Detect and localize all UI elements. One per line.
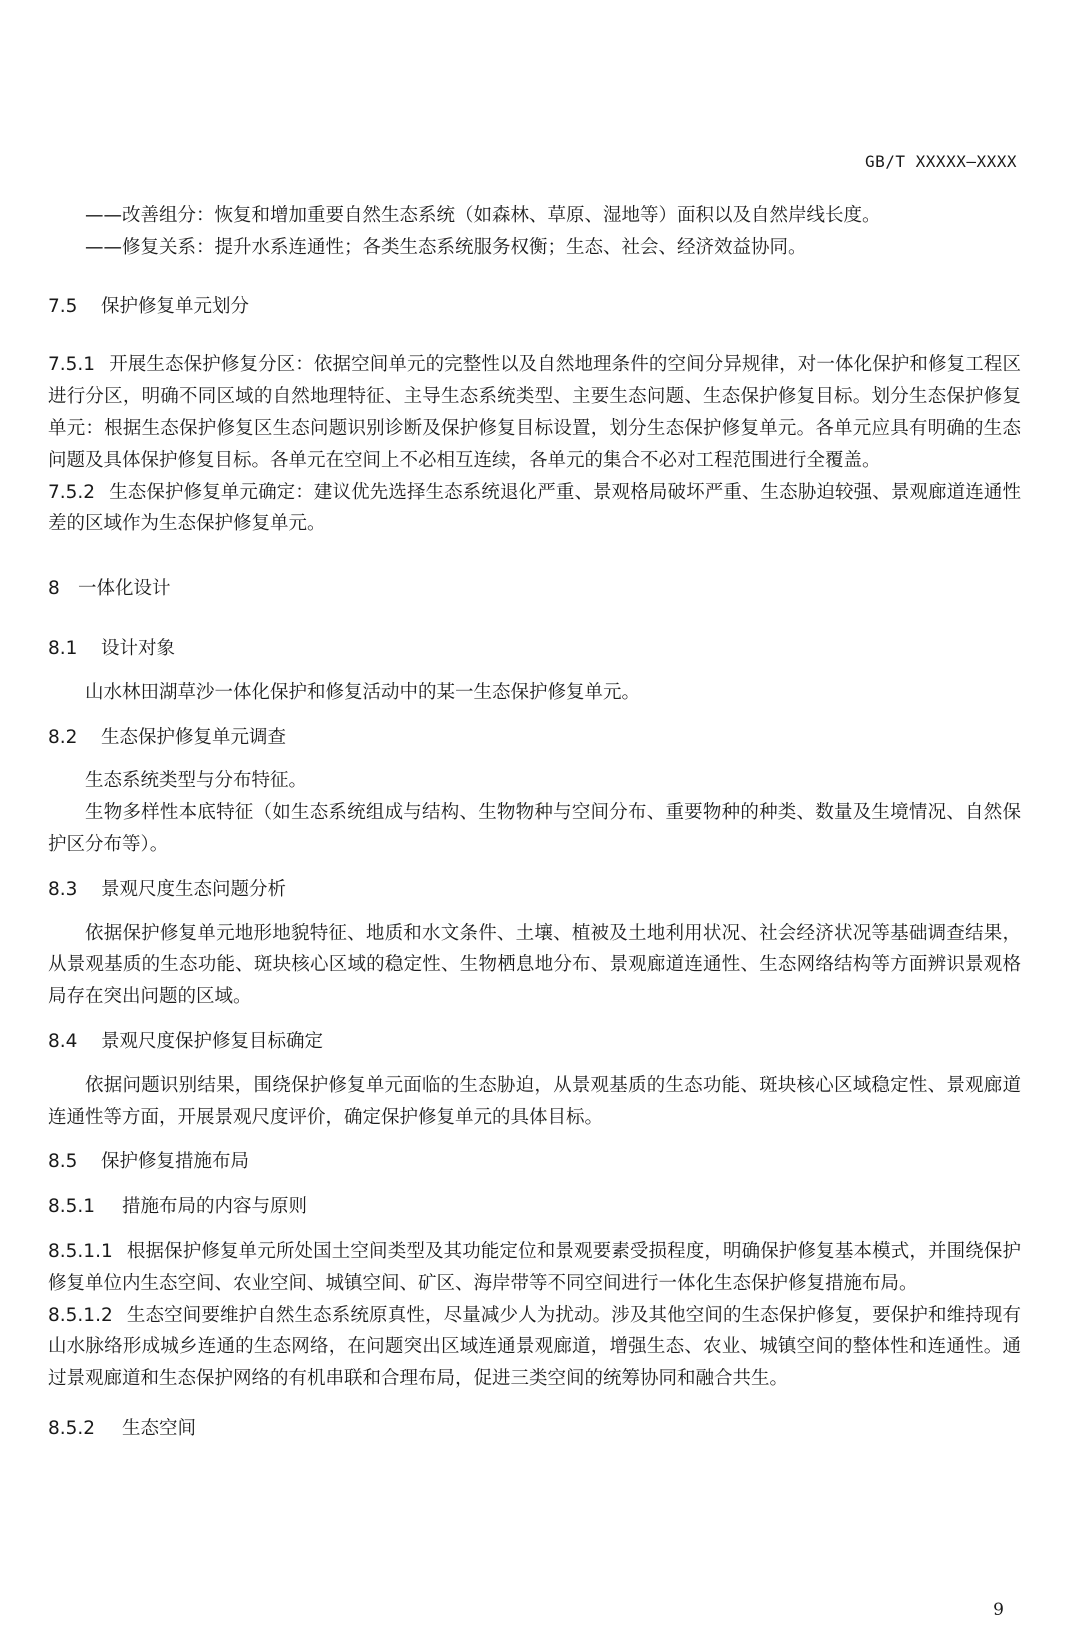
paragraph-8-5-1-1: [48, 1236, 1021, 1300]
paragraph-8-5-1-2: [48, 1300, 1021, 1395]
subsection-number: 8.5.1: [48, 1196, 96, 1218]
section-number: 8.5: [48, 1151, 78, 1173]
list-item-composition: ——改善组分：恢复和增加重要自然生态系统（如森林、草原、湿地等）面积以及自然岸线长度。: [85, 205, 881, 226]
page-number: 9: [993, 1600, 1004, 1620]
paragraph-8-2-a: 生态系统类型与分布特征。: [85, 770, 308, 792]
section-heading-8-5: [48, 1146, 1021, 1178]
clause-text: 开展生态保护修复分区：依据空间单元的完整性以及自然地理条件的空间分异规律，对一体化保护和修复工程区进行分区，明确不同区域的自然地理特征、主导生态系统类型、主要生态问题、生态保护修复目标。划分生态保护修复单元：根据生态保护修复区生态问题识别诊断及保护修复目标设置，划分生态保护修复单元。各单元应具有明确的生态问题及具体保护修复目标。各单元在空间上不必相互连续，各单元的集合不必对工程范围进行全覆盖。: [48, 354, 1021, 471]
clause-number: 8.5.1.1: [48, 1240, 113, 1262]
section-heading-7-5: [48, 291, 1021, 323]
clause-text: 生态空间要维护自然生态系统原真性，尽量减少人为扰动。涉及其他空间的生态保护修复，要保护和维持现有山水脉络形成城乡连通的生态网络，在问题突出区域连通景观廊道，增强生态、农业、城镇空间的整体性和连通性。通过景观廊道和生态保护网络的有机串联和合理布局，促进三类空间的统筹协同和融合共生。: [48, 1304, 1021, 1390]
section-heading-8-2: [48, 722, 1021, 754]
section-number: 8.2: [48, 726, 78, 748]
clause-text: 根据保护修复单元所处国土空间类型及其功能定位和景观要素受损程度，明确保护修复基本模式，并围绕保护修复单位内生态空间、农业空间、城镇空间、矿区、海岸带等不同空间进行一体化生态保护修复措施布局。: [48, 1240, 1021, 1294]
subsection-heading-8-5-2: [48, 1413, 1021, 1445]
section-title: 景观尺度保护修复目标确定: [101, 1030, 324, 1052]
paragraph-7-5-1: [48, 349, 1021, 476]
section-title: 设计对象: [101, 637, 176, 659]
paragraph-8-1: 山水林田湖草沙一体化保护和修复活动中的某一生态保护修复单元。: [85, 681, 641, 703]
section-heading-8-4: [48, 1026, 1021, 1058]
standard-number: GB/T XXXXX—XXXX: [865, 152, 1017, 171]
list-item-relationship: ——修复关系：提升水系连通性；各类生态系统服务权衡；生态、社会、经济效益协同。: [85, 236, 807, 258]
section-number: 8.3: [48, 878, 78, 900]
clause-number: 7.5.2: [48, 481, 96, 503]
paragraph-8-2-b: 生物多样性本底特征（如生态系统组成与结构、生物物种与空间分布、重要物种的种类、数量及生境情况、自然保护区分布等）。: [48, 802, 1021, 855]
chapter-title: 一体化设计: [78, 578, 171, 600]
subsection-number: 8.5.2: [48, 1417, 96, 1439]
subsection-heading-8-5-1: [48, 1191, 1021, 1223]
clause-number: 7.5.1: [48, 354, 96, 376]
section-title: 保护修复单元划分: [101, 295, 250, 317]
paragraph-7-5-2: [48, 477, 1021, 541]
section-heading-8-3: [48, 874, 1021, 906]
section-title: 生态保护修复单元调查: [101, 726, 287, 748]
document-body: [48, 200, 1021, 1445]
section-heading-8-1: [48, 633, 1021, 665]
section-title: 保护修复措施布局: [101, 1151, 250, 1173]
section-number: 8.1: [48, 637, 78, 659]
chapter-heading-8: [48, 573, 1021, 605]
paragraph-8-4: 依据问题识别结果，围绕保护修复单元面临的生态胁迫，从景观基质的生态功能、斑块核心区域稳定性、景观廊道连通性等方面，开展景观尺度评价，确定保护修复单元的具体目标。: [48, 1074, 1021, 1128]
clause-number: 8.5.1.2: [48, 1304, 113, 1326]
subsection-title: 措施布局的内容与原则: [122, 1196, 308, 1218]
section-number: 7.5: [48, 295, 78, 317]
chapter-number: 8: [48, 578, 60, 600]
clause-text: 生态保护修复单元确定：建议优先选择生态系统退化严重、景观格局破坏严重、生态胁迫较强、景观廊道连通性差的区域作为生态保护修复单元。: [48, 481, 1021, 535]
section-title: 景观尺度生态问题分析: [101, 878, 287, 900]
section-number: 8.4: [48, 1030, 78, 1052]
paragraph-8-3: 依据保护修复单元地形地貌特征、地质和水文条件、土壤、植被及土地利用状况、社会经济状况等基础调查结果，从景观基质的生态功能、斑块核心区域的稳定性、生物栖息地分布、景观廊道连通性、生态网络结构等方面辨识景观格局存在突出问题的区域。: [48, 922, 1021, 1008]
subsection-title: 生态空间: [122, 1417, 197, 1439]
